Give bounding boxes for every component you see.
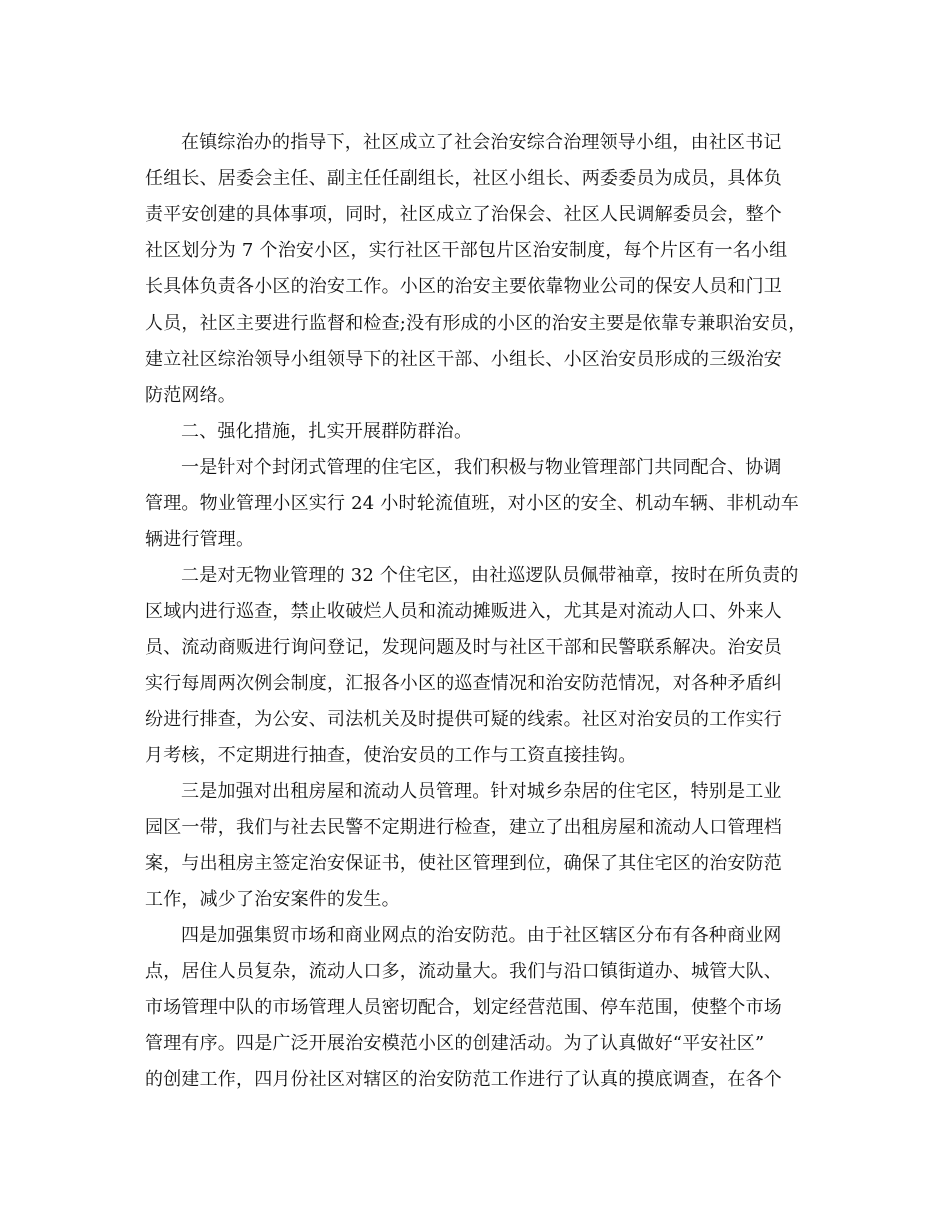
section-heading: 二、强化措施，扎实开展群防群治。 [181,421,473,442]
text-line: 员、流动商贩进行询问登记，发现问题及时与社区干部和民警联系解决。治安员 [145,637,782,658]
text-line: 一是针对个封闭式管理的住宅区，我们积极与物业管理部门共同配合、协调 [181,457,782,478]
text-line: 在镇综治办的指导下，社区成立了社会治安综合治理领导小组，由社区书记 [181,132,782,153]
text-line: 园区一带，我们与社去民警不定期进行检查，建立了出租房屋和流动人口管理档 [145,817,782,838]
text-line: 建立社区综治领导小组领导下的社区干部、小组长、小区治安员形成的三级治安 [145,349,782,370]
text-line: 辆进行管理。 [145,529,255,550]
text-line: 实行每周两次例会制度，汇报各小区的巡查情况和治安防范情况，对各种矛盾纠 [145,673,782,694]
text-line: 管理。物业管理小区实行 24 小时轮流值班，对小区的安全、机动车辆、非机动车 [145,493,799,514]
text-line: 点，居住人员复杂，流动人口多，流动量大。我们与沿口镇街道办、城管大队、 [145,961,782,982]
text-line: 长具体负责各小区的治安工作。小区的治安主要依靠物业公司的保安人员和门卫 [145,276,782,297]
text-line: 案，与出租房主签定治安保证书，使社区管理到位，确保了其住宅区的治安防范 [145,853,782,874]
text-line: 四是加强集贸市场和商业网点的治安防范。由于社区辖区分布有各种商业网 [181,925,782,946]
text-line: 二是对无物业管理的 32 个住宅区，由社巡逻队员佩带袖章，按时在所负责的 [181,565,799,586]
text-line: 责平安创建的具体事项，同时，社区成立了治保会、社区人民调解委员会，整个 [145,204,782,225]
text-line: 人员，社区主要进行监督和检查;没有形成的小区的治安主要是依靠专兼职治安员， [145,313,807,334]
text-line: 三是加强对出租房屋和流动人员管理。针对城乡杂居的住宅区，特别是工业 [181,781,782,802]
text-line: 社区划分为 7 个治安小区，实行社区干部包片区治安制度，每个片区有一名小组 [145,240,788,261]
text-line: 工作，减少了治安案件的发生。 [145,889,400,910]
text-line: 的创建工作，四月份社区对辖区的治安防范工作进行了认真的摸底调查，在各个 [145,1069,782,1090]
text-line: 任组长、居委会主任、副主任任副组长，社区小组长、两委委员为成员，具体负 [145,168,782,189]
text-line: 纷进行排查，为公安、司法机关及时提供可疑的线索。社区对治安员的工作实行 [145,709,782,730]
text-line: 市场管理中队的市场管理人员密切配合，划定经营范围、停车范围，使整个市场 [145,997,782,1018]
text-line: 管理有序。四是广泛开展治安模范小区的创建活动。为了认真做好“平安社区” [145,1033,765,1054]
text-line: 区域内进行巡查，禁止收破烂人员和流动摊贩进入，尤其是对流动人口、外来人 [145,601,782,622]
text-line: 防范网络。 [145,385,236,406]
text-line: 月考核，不定期进行抽查，使治安员的工作与工资直接挂钩。 [145,745,637,766]
